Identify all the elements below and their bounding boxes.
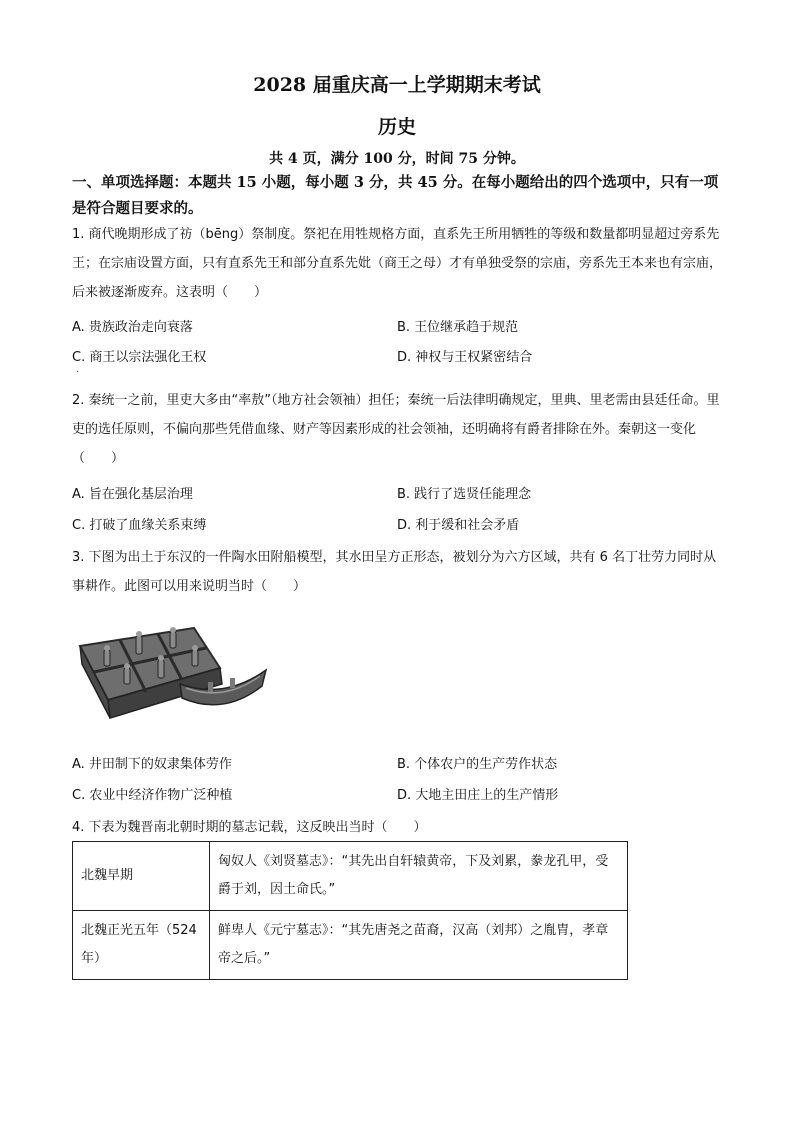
stray-mark: . [76, 364, 80, 375]
table-row [73, 911, 628, 980]
epitaph-table [72, 841, 628, 980]
q2-option-c: C. 打破了血缘关系束缚 [72, 518, 207, 533]
table-cell-record: 匈奴人《刘贤墓志》：“其先出自轩辕黄帝，下及刘累，豢龙孔甲，受爵于刘，因土命氏。” [210, 842, 628, 911]
pottery-model-image [74, 606, 270, 736]
table-cell-period: 北魏早期 [73, 842, 210, 911]
question-4-stem: 4. 下表为魏晋南北朝时期的墓志记载，这反映出当时（ ） [72, 820, 427, 835]
exam-info: 共 4 页，满分 100 分，时间 75 分钟。 [269, 151, 525, 167]
question-3-stem: 3. 下图为出土于东汉的一件陶水田附船模型，其水田呈方正形态，被划分为六方区域，共有 6 名丁壮劳力同时从事耕作。此图可以用来说明当时（ ） [72, 550, 717, 594]
q1-option-b: B. 王位继承趋于规范 [397, 320, 519, 335]
question-2-stem: 2. 秦统一之前，里吏大多由“率敖”（地方社会领袖）担任；秦统一后法律明确规定，里典、里老需由县廷任命。里吏的选任原则，不偏向那些凭借血缘、财产等因素形成的社会领袖，还明确将有爵者排除在外。秦朝这一变化（ ） [72, 393, 720, 466]
q1-option-a: A. 贵族政治走向衰落 [72, 320, 193, 335]
q1-option-c: C. 商王以宗法强化王权 [72, 350, 207, 365]
exam-title: 2028 届重庆高一上学期期末考试 [253, 74, 541, 96]
q2-option-d: D. 利于缓和社会矛盾 [397, 518, 520, 533]
table-cell-period: 北魏正光五年（524 年） [73, 911, 210, 980]
section-heading: 一、单项选择题：本题共 15 小题，每小题 3 分，共 45 分。在每小题给出的四个选项中，只有一项是符合题目要求的。 [72, 174, 719, 217]
q2-option-b: B. 践行了选贤任能理念 [397, 487, 532, 502]
q3-option-d: D. 大地主田庄上的生产情形 [397, 788, 559, 803]
table-cell-record: 鲜卑人《元宁墓志》：“其先唐尧之苗裔，汉高（刘邦）之胤胄，孝章帝之后。” [210, 911, 628, 980]
subject-title: 历史 [377, 116, 416, 138]
q3-option-b: B. 个体农户的生产劳作状态 [397, 757, 558, 772]
table-row [73, 842, 628, 911]
question-1-stem: 1. 商代晚期形成了祊（bēng）祭制度。祭祀在用牲规格方面，直系先王所用牺牲的等级和数量都明显超过旁系先王；在宗庙设置方面，只有直系先王和部分直系先妣（商王之母）才有单独受祭的宗庙，旁系先王本来也有宗庙，后来被逐渐废弃。这表明（ ） [72, 227, 723, 300]
q3-option-c: C. 农业中经济作物广泛种植 [72, 788, 233, 803]
q2-option-a: A. 旨在强化基层治理 [72, 487, 193, 502]
q1-option-d: D. 神权与王权紧密结合 [397, 350, 533, 365]
q3-option-a: A. 井田制下的奴隶集体劳作 [72, 757, 232, 772]
